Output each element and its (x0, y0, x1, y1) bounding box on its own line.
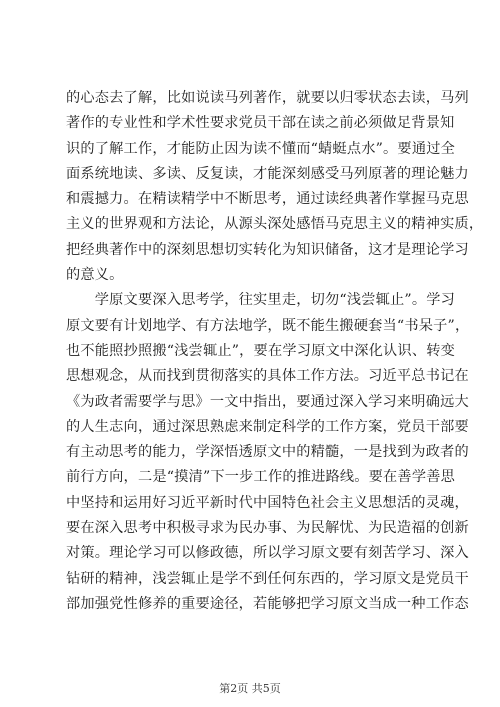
text-line: 识的了解工作，才能防止因为读不懂而“蜻蜓点水”。要通过全 (66, 140, 455, 157)
text-line: 学原文要深入思考学，往实里走，切勿“浅尝辄止”。学习 (66, 292, 455, 309)
text-line: 《为政者需要学与思》一文中指出，要通过深入学习来明确远大 (66, 393, 469, 410)
text-line: 有主动思考的能力，学深悟透原文中的精髓，一是找到为政者的 (66, 444, 469, 461)
text-line: 钻研的精神，浅尝辄止是学不到任何东西的，学习原文是党员干 (66, 570, 469, 587)
text-line: 把经典著作中的深刻思想切实转化为知识储备，这才是理论学习 (66, 241, 469, 258)
body-text (66, 86, 484, 617)
text-line: 中坚持和运用好习近平新时代中国特色社会主义思想活的灵魂， (66, 494, 469, 511)
text-line: 和震撼力。在精读精学中不断思考，通过读经典著作掌握马克思 (66, 191, 469, 208)
text-line: 主义的世界观和方法论，从源头深处感悟马克思主义的精神实质， (66, 216, 484, 233)
text-line: 的心态去了解，比如说读马列著作，就要以归零状态去读，马列 (66, 90, 469, 106)
text-line: 对策。理论学习可以修政德，所以学习原文要有刻苦学习、深入 (66, 545, 469, 562)
text-line: 原文要有计划地学、有方法地学，既不能生搬硬套当“书呆子”， (66, 317, 470, 334)
text-line: 面系统地读、多读、反复读，才能深刻感受马列原著的理论魅力 (66, 165, 469, 182)
text-line: 前行方向，二是“摸清”下一步工作的推进路线。要在善学善思 (66, 469, 455, 486)
text-line: 的人生志向，通过深思熟虑来制定科学的工作方案，党员干部要 (66, 418, 469, 435)
text-line: 部加强党性修养的重要途径，若能够把学习原文当成一种工作态 (66, 595, 469, 612)
text-line: 也不能照抄照搬“浅尝辄止”，要在学习原文中深化认识、转变 (66, 342, 455, 359)
text-line: 思想观念，从而找到贯彻落实的具体工作方法。习近平总书记在 (66, 368, 469, 385)
text-line: 著作的专业性和学术性要求党员干部在读之前必须做足背景知 (66, 115, 455, 132)
page-number: 第2页 共5页 (219, 682, 281, 695)
text-line: 要在深入思考中积极寻求为民办事、为民解忧、为民造福的创新 (66, 520, 469, 537)
text-line: 的意义。 (66, 267, 124, 284)
